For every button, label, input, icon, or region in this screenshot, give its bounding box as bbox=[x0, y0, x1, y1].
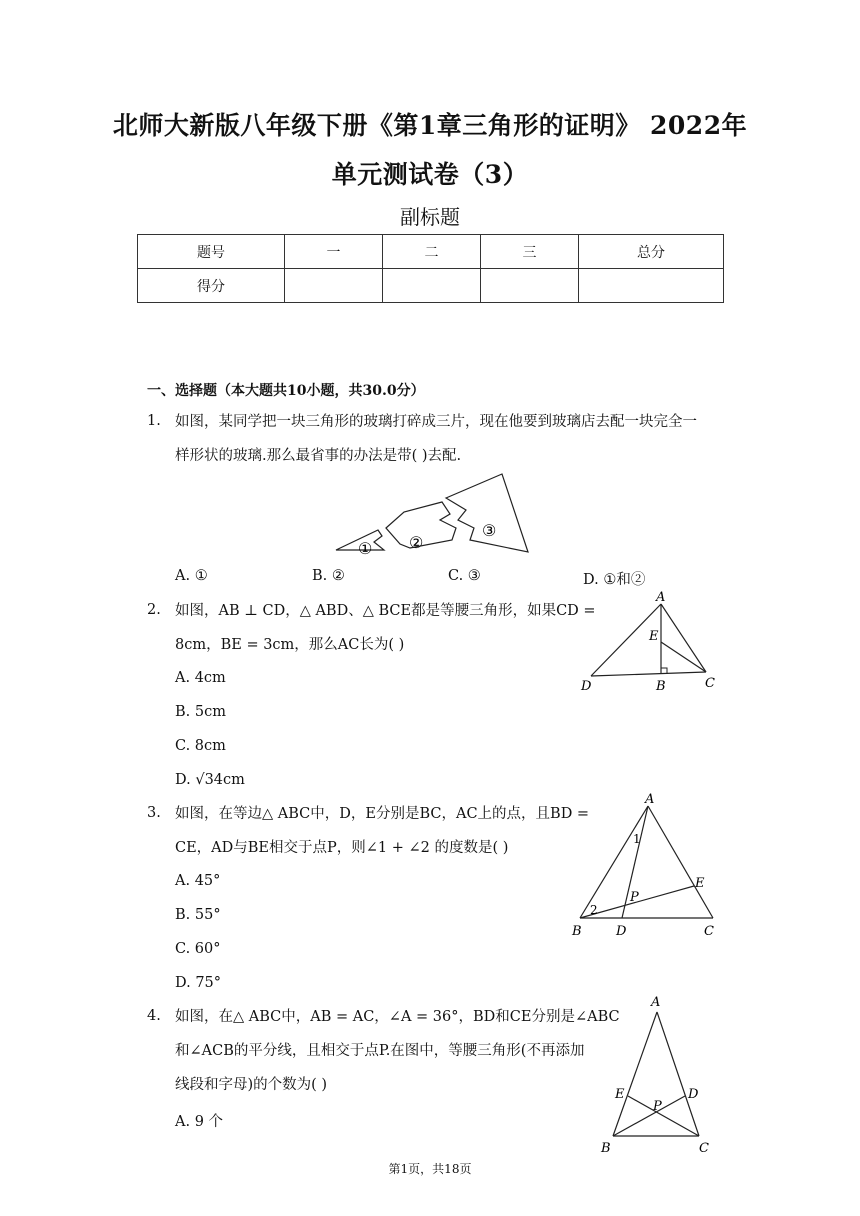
fragment-label-1: ① bbox=[358, 539, 373, 558]
option-c[interactable]: C. 60° bbox=[175, 941, 221, 957]
page-footer: 第1页，共18页 bbox=[388, 1162, 472, 1176]
vertex-label-e: E bbox=[695, 876, 705, 891]
option-b[interactable]: B. 55° bbox=[175, 907, 221, 923]
vertex-label-c: C bbox=[699, 1141, 709, 1156]
point-label-p: P bbox=[653, 1099, 662, 1114]
score-cell bbox=[383, 269, 481, 303]
score-header-cell: 三 bbox=[481, 235, 579, 269]
question-text: CE，AD与BE相交于点P，则∠1 + ∠2 的度数是( ) bbox=[175, 840, 509, 856]
point-label-p: P bbox=[630, 890, 639, 905]
vertex-label-d: D bbox=[616, 924, 627, 939]
option-d[interactable]: D. ①和② bbox=[583, 572, 646, 588]
question-text: 如图，某同学把一块三角形的玻璃打碎成三片，现在他要到玻璃店去配一块完全一 bbox=[175, 414, 697, 430]
angle-label-1: 1 bbox=[633, 832, 641, 846]
question-number: 3. bbox=[147, 805, 161, 821]
score-cell bbox=[579, 269, 724, 303]
question-text: 线段和字母)的个数为( ) bbox=[175, 1077, 328, 1093]
vertex-label-d: D bbox=[688, 1087, 699, 1102]
score-row-label: 得分 bbox=[138, 269, 285, 303]
section-heading: 一、选择题（本大题共10小题，共30.0分） bbox=[147, 383, 425, 399]
option-b[interactable]: B. ② bbox=[312, 568, 345, 584]
question-text: 8cm，BE = 3cm，那么AC长为( ) bbox=[175, 637, 405, 653]
option-c[interactable]: C. 8cm bbox=[175, 738, 226, 754]
document-title-line1: 北师大新版八年级下册《第1章三角形的证明》 2022年 bbox=[112, 111, 748, 140]
vertex-label-b: B bbox=[572, 924, 582, 939]
vertex-label-a: A bbox=[645, 792, 655, 807]
question-number: 1. bbox=[147, 413, 161, 429]
vertex-label-b: B bbox=[656, 679, 666, 694]
angle-label-2: 2 bbox=[590, 903, 598, 917]
question-text: 如图，AB ⊥ CD，△ ABD、△ BCE都是等腰三角形，如果CD = bbox=[175, 603, 596, 619]
question-text: 样形状的玻璃.那么最省事的办法是带( )去配. bbox=[175, 448, 462, 464]
q3-equilateral-triangle-figure bbox=[570, 790, 720, 940]
fragment-label-3: ③ bbox=[482, 521, 497, 540]
vertex-label-b: B bbox=[601, 1141, 611, 1156]
option-a[interactable]: A. 9 个 bbox=[175, 1114, 224, 1130]
question-text: 如图，在等边△ ABC中，D，E分别是BC，AC上的点，且BD = bbox=[175, 806, 590, 822]
question-text: 如图，在△ ABC中，AB = AC，∠A = 36°，BD和CE分别是∠ABC bbox=[175, 1009, 620, 1025]
option-a[interactable]: A. 45° bbox=[175, 873, 221, 889]
option-a[interactable]: A. 4cm bbox=[175, 670, 226, 686]
vertex-label-a: A bbox=[656, 590, 666, 605]
document-title-line2: 单元测试卷（3） bbox=[331, 160, 529, 189]
score-header-cell: 二 bbox=[383, 235, 481, 269]
score-table-score-row bbox=[138, 269, 724, 303]
score-header-cell: 总分 bbox=[579, 235, 724, 269]
vertex-label-a: A bbox=[651, 995, 661, 1010]
option-c[interactable]: C. ③ bbox=[448, 568, 481, 584]
score-cell bbox=[481, 269, 579, 303]
q4-isosceles-triangle-figure bbox=[595, 992, 725, 1160]
score-header-cell: 题号 bbox=[138, 235, 285, 269]
vertex-label-e: E bbox=[649, 629, 659, 644]
vertex-label-c: C bbox=[705, 676, 715, 691]
q2-triangle-figure bbox=[575, 588, 725, 698]
question-text: 和∠ACB的平分线，且相交于点P.在图中，等腰三角形(不再添加 bbox=[175, 1043, 585, 1059]
document-subtitle: 副标题 bbox=[400, 205, 460, 229]
option-d[interactable]: D. 75° bbox=[175, 975, 222, 991]
option-a[interactable]: A. ① bbox=[175, 568, 208, 584]
glass-fragments-figure bbox=[330, 470, 535, 560]
vertex-label-d: D bbox=[581, 679, 592, 694]
question-number: 4. bbox=[147, 1008, 161, 1024]
question-number: 2. bbox=[147, 602, 161, 618]
score-header-cell: 一 bbox=[285, 235, 383, 269]
score-cell bbox=[285, 269, 383, 303]
vertex-label-c: C bbox=[704, 924, 714, 939]
option-b[interactable]: B. 5cm bbox=[175, 704, 226, 720]
score-table-header-row bbox=[138, 235, 724, 269]
score-table bbox=[137, 234, 724, 303]
option-d[interactable]: D. √34cm bbox=[175, 772, 245, 788]
fragment-label-2: ② bbox=[409, 533, 424, 552]
vertex-label-e: E bbox=[615, 1087, 625, 1102]
fragment-3 bbox=[446, 474, 528, 552]
